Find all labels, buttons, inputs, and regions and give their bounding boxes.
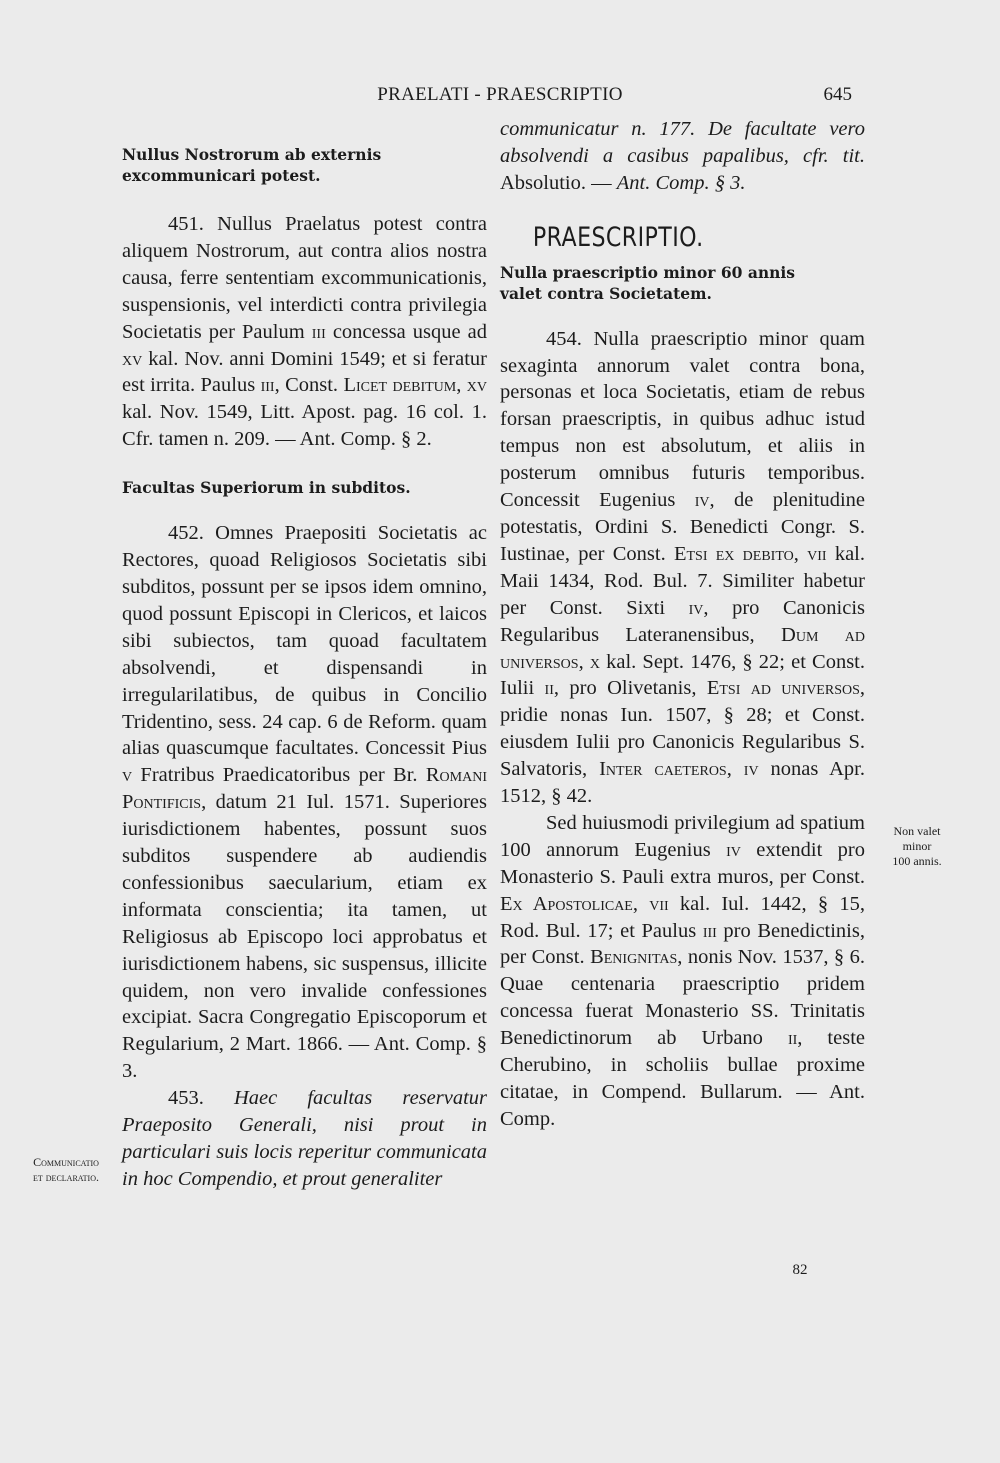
text-run: Absolutio. — <box>500 171 617 194</box>
margin-note-non-valet <box>872 824 962 869</box>
text-run: 454. Nulla praescriptio minor quam sexaginta annorum valet contra bona, personas et loca Societatis, etiam de rebus forsan praescriptis, in quibus adhuc istud tempus non est absolutum, et aliis in posterum omnibus futuris temporibus. Concessit Eugenius <box>500 327 865 512</box>
text-run: , pro Canonicis Regularibus Lateranensibus, <box>500 596 865 646</box>
page-number: 645 <box>823 84 852 105</box>
margin-note-line: 100 annis. <box>892 854 942 868</box>
margin-note-line: Communicatio <box>33 1155 99 1169</box>
text-run: kal. Iul. 1442, § 15, Rod. Bul. 17; et Paulus <box>500 892 865 942</box>
text-run: , <box>726 758 744 781</box>
roman-numeral: x <box>589 650 600 673</box>
roman-numeral: xv <box>466 374 487 397</box>
heading-line: valet contra Societatem. <box>500 283 712 303</box>
section-heading-excommunicari <box>122 144 487 186</box>
brief-title: Romani Pontificis <box>122 764 487 814</box>
paragraph-452 <box>122 520 487 1085</box>
text-run: , nonis Nov. 1537, § 6. Quae centenaria praescriptio pridem concessa fuerat Monasterio SS. Trinitatis Benedictinorum ab Urbano <box>500 946 865 1050</box>
left-column <box>122 116 487 1193</box>
text-run: , teste Cherubino, in scholiis bullae proxime citatae, in Compend. Bullarum. — Ant. Comp. <box>500 1027 865 1130</box>
heading-line: Nulla praescriptio minor 60 annis <box>500 262 796 282</box>
constitution-title: Etsi ex debito <box>673 542 794 565</box>
text-run: , pro Olivetanis, <box>553 677 707 700</box>
constitution-title: Benignitas <box>590 946 678 969</box>
text-run: 453. <box>168 1087 234 1110</box>
paragraph-453-continuation <box>500 116 865 197</box>
margin-note-line: Non valet <box>893 824 941 838</box>
roman-numeral: iv <box>694 489 710 512</box>
text-run: , de plenitudine potestatis, Ordini S. Benedicti Congr. S. Iustinae, per Const. <box>500 489 865 565</box>
constitution-title: Dum ad universos <box>500 623 865 673</box>
text-run: , <box>632 892 650 915</box>
roman-numeral: iv <box>726 838 741 861</box>
text-run: 451. Nullus Praelatus potest contra aliquem Nostrorum, aut contra alios nostra causa, ferre sententiam excommunicationis, suspensionis, vel interdicti contra privilegia Societatis per Paulum <box>122 213 487 343</box>
roman-numeral: xv <box>122 347 143 370</box>
paragraph-454 <box>500 326 865 810</box>
constitution-title: Ex Apostolicae <box>500 892 633 915</box>
roman-numeral: iii <box>311 320 326 343</box>
chapter-heading-praescriptio: PRAESCRIPTIO. <box>532 221 704 253</box>
text-run: pro Benedictinis, per Const. <box>500 919 865 969</box>
text-run: , Const. <box>274 374 344 397</box>
text-run: 452. Omnes Praepositi Societatis ac Rectores, quoad Religiosos Societatis sibi subditos, possunt per se ipsos idem omnino, quod possunt Episcopi in Clericos, et laicos sibi subiectos, tam quoad facultatem absolvendi, et dispensandi in irregularilatibus, de quibus in Concilio Tridentino, sess. 24 cap. 6 de Reform. quam alias quascumque facultates. Concessit Pius <box>122 522 487 760</box>
roman-numeral: ii <box>544 677 554 700</box>
section-heading-facultas: Facultas Superiorum in subditos. <box>122 478 411 498</box>
heading-line: excommunicari potest. <box>122 166 321 185</box>
paragraph-455 <box>500 810 865 1133</box>
text-run: Sed huiusmodi privilegium ad spatium 100 annorum Eugenius <box>500 811 865 861</box>
constitution-title: Inter caeteros <box>599 758 727 781</box>
running-header-title: PRAELATI - PRAESCRIPTIO <box>377 84 623 105</box>
text-run: Haec facultas reservatur Praeposito Generali, nisi prout in particulari suis locis reperitur communicata in hoc Compendio, et prout generaliter <box>122 1087 488 1190</box>
text-run: concessa usque ad <box>325 320 487 343</box>
right-column <box>500 116 865 1133</box>
text-run: , datum 21 Iul. 1571. Superiores iurisdictionem habentes, possunt suos subditos suspendere ab audiendis confessionibus saecularium, etiam ex informata conscientia; ita tamen, ut Religiosus ab Episcopo loci approbatus et iurisdictionem habens, sic suspensus, illicite quidem, non vero invalide confessiones excipiat. Sacra Congregatio Episcoporum et Regularium, 2 Mart. 1866. — Ant. Comp. § 3. <box>122 791 487 1083</box>
printer-signature: 82 <box>792 1262 808 1278</box>
roman-numeral: ii <box>787 1027 798 1050</box>
text-run: , <box>456 374 467 397</box>
text-run: kal. Maii 1434, Rod. Bul. 7. Similiter habetur per Const. Sixti <box>500 542 865 619</box>
margin-note-line: et declaratio. <box>33 1170 99 1184</box>
text-run: kal. Nov. 1549, Litt. Apost. pag. 16 col. 1. Cfr. tamen n. 209. — Ant. Comp. § 2. <box>122 401 487 451</box>
paragraph-451 <box>122 211 487 453</box>
constitution-title: Etsi ad universos <box>706 677 860 700</box>
roman-numeral: iii <box>260 374 275 397</box>
roman-numeral: iv <box>743 758 759 781</box>
constitution-title: Licet debitum <box>343 374 457 397</box>
section-heading-nulla-praescriptio <box>500 262 865 304</box>
text-run: , <box>793 542 808 565</box>
text-run: nonas Apr. 1512, § 42. <box>500 758 866 808</box>
margin-note-line: minor <box>902 839 932 853</box>
roman-numeral: iv <box>688 596 704 619</box>
text-run: kal. Sept. 1476, § 22; et Const. Iulii <box>500 650 866 700</box>
margin-note-communicatio <box>18 1155 114 1185</box>
text-run: , <box>578 650 590 673</box>
paragraph-453 <box>122 1085 487 1193</box>
roman-numeral: iii <box>702 919 717 942</box>
text-run: , pridie nonas Iun. 1507, § 28; et Const. eiusdem Iulii pro Canonicis Regularibus S. Salvatoris, <box>500 677 866 781</box>
roman-numeral: vii <box>649 892 669 915</box>
text-run: Fratribus Praedicatoribus per Br. <box>132 764 426 787</box>
roman-numeral: v <box>122 764 133 787</box>
heading-line: Nullus Nostrorum ab externis <box>122 145 382 164</box>
text-run: Ant. Comp. § 3. <box>616 171 746 194</box>
roman-numeral: vii <box>807 542 827 565</box>
text-run: extendit pro Monasterio S. Pauli extra muros, per Const. <box>500 838 865 888</box>
text-run: communicatur n. 177. De facultate vero absolvendi a casibus papalibus, cfr. tit. <box>500 118 865 167</box>
text-run: kal. Nov. anni Domini 1549; et si feratur est irrita. Paulus <box>122 347 487 397</box>
